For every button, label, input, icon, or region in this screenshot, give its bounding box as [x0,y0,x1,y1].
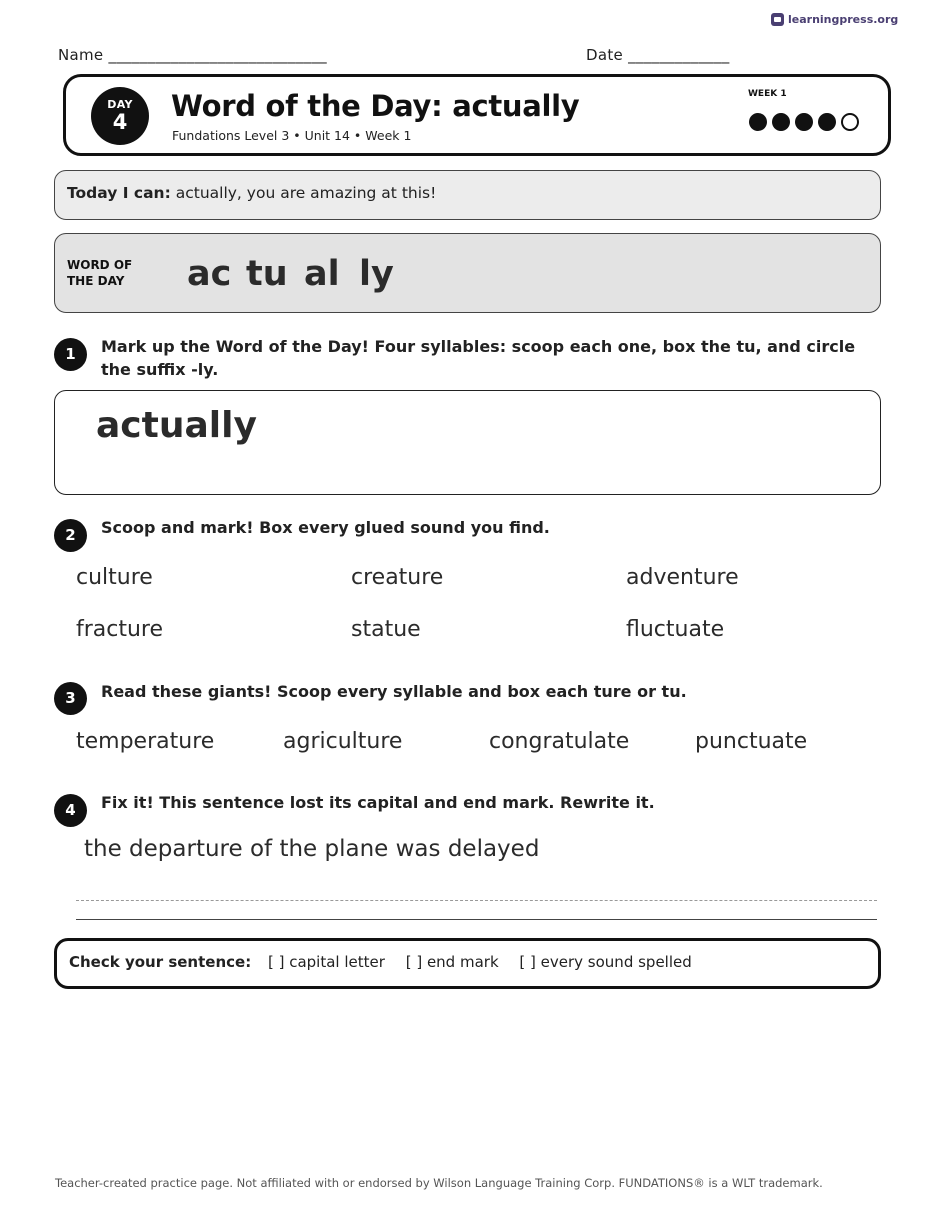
syllable: tu [246,254,288,294]
practice-word: creature [351,565,444,590]
giant-word: temperature [76,729,215,754]
question-number: 4 [54,794,87,827]
practice-word: fracture [76,617,164,642]
progress-dot-filled [749,113,767,131]
practice-word: adventure [626,565,739,590]
practice-word: statue [351,617,421,642]
syllable: ly [359,254,394,294]
syllable: ac [187,254,232,294]
checklist-item-end-mark[interactable]: [ ] end mark [405,953,499,971]
footer-disclaimer: Teacher-created practice page. Not affiliated with or endorsed by Wilson Language Training Corp. FUNDATIONS® is a WLT trademark. [55,1176,823,1190]
giant-word: agriculture [283,729,403,754]
question-text: Scoop and mark! Box every glued sound you find. [101,518,550,537]
wotd-label-line1: WORD OF [67,258,133,272]
wotd-label [67,257,132,289]
week-label: WEEK 1 [748,89,787,99]
word-of-the-day-box [54,233,881,313]
progress-dot-filled [772,113,790,131]
giant-word: punctuate [695,729,808,754]
fix-it-sentence: the departure of the plane was delayed [84,836,540,862]
question-text: Fix it! This sentence lost its capital and end mark. Rewrite it. [101,793,655,812]
question-text: Mark up the Word of the Day! Four syllables: scoop each one, box the tu, and circle the suffix -ly. [101,337,856,379]
syllable: al [304,254,340,294]
writing-guide-dashed[interactable] [76,900,877,901]
today-label: Today I can: [67,184,171,202]
question-number: 2 [54,519,87,552]
progress-dot-empty [841,113,859,131]
progress-dot-filled [795,113,813,131]
date-field[interactable]: Date _____________ [586,46,730,64]
name-field[interactable]: Name ____________________________ [58,46,327,64]
checklist-item-sounds[interactable]: [ ] every sound spelled [519,953,692,971]
week-progress [749,113,859,131]
page-subtitle: Fundations Level 3 • Unit 14 • Week 1 [172,128,412,143]
page-header [63,74,891,156]
markup-box[interactable] [54,390,881,495]
question-text: Read these giants! Scoop every syllable and box each ture or tu. [101,682,687,701]
today-i-can-box [54,170,881,220]
page-title: Word of the Day: actually [171,89,580,123]
checklist-item-capital[interactable]: [ ] capital letter [267,953,385,971]
practice-word: fluctuate [626,617,725,642]
brand-logo-link[interactable] [771,13,898,26]
sentence-checklist [54,938,881,989]
practice-word: culture [76,565,153,590]
today-text: actually, you are amazing at this! [170,184,437,202]
brand-text: learningpress.org [788,13,899,26]
markup-word: actually [96,405,257,446]
writing-baseline[interactable] [76,919,877,920]
progress-dot-filled [818,113,836,131]
wotd-label-line2: THE DAY [67,274,125,288]
question-number: 1 [54,338,87,371]
checklist-label: Check your sentence: [69,953,252,971]
brand-icon [771,13,784,26]
day-number: 4 [112,110,128,134]
giant-word: congratulate [489,729,630,754]
question-number: 3 [54,682,87,715]
day-label: DAY [107,98,133,111]
day-badge [91,87,149,145]
